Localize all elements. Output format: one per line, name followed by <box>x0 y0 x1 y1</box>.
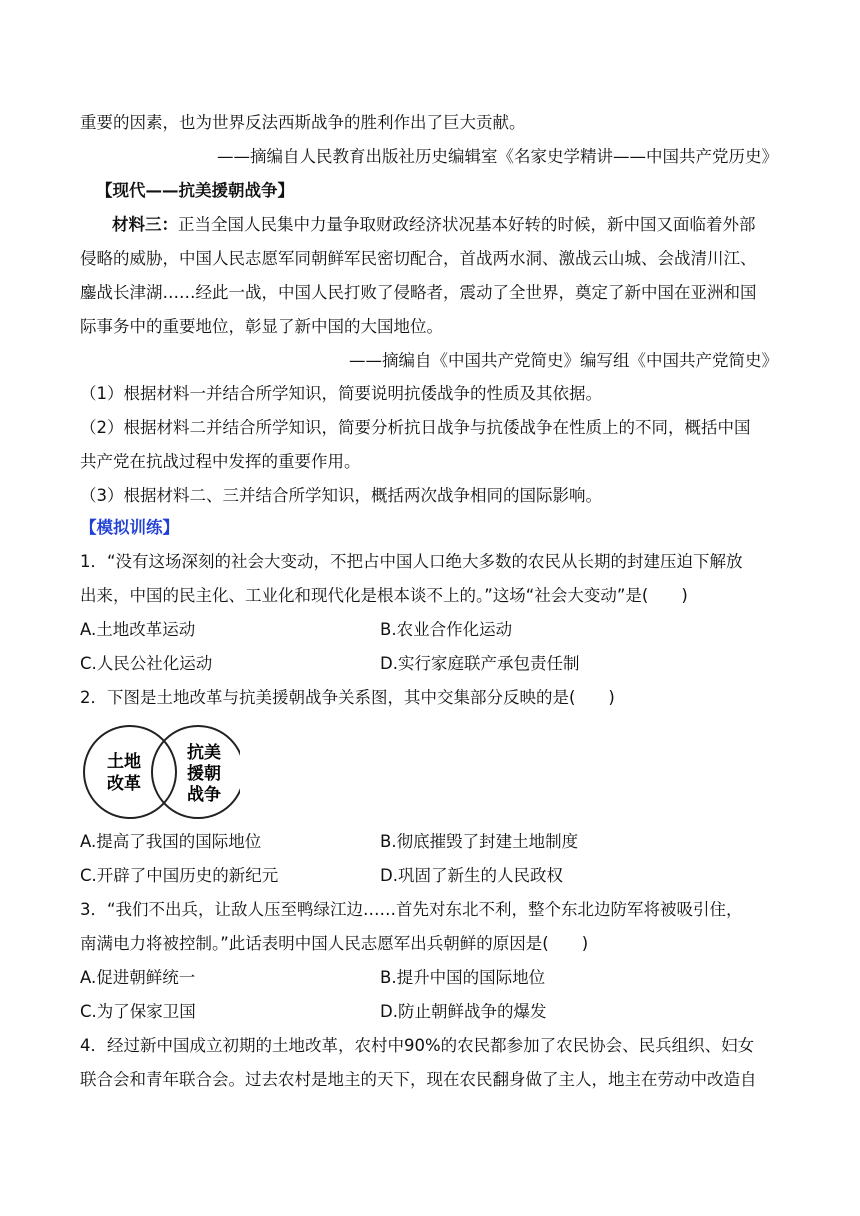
venn-right-line: 战争 <box>187 785 221 805</box>
option-a: A.土地改革运动 <box>80 620 196 639</box>
source-citation: ——摘编自人民教育出版社历史编辑室《名家史学精讲——中国共产党历史》 <box>217 147 778 166</box>
question-stem: 南满电力将被控制。”此话表明中国人民志愿军出兵朝鲜的原因是( ) <box>80 934 589 953</box>
material-three-line <box>112 214 756 236</box>
option-a: A.提高了我国的国际地位 <box>80 832 262 851</box>
question-stem: 出来，中国的民主化、工业化和现代化是根本谈不上的。”这场“社会大变动”是( ) <box>80 586 688 605</box>
material-text: 正当全国人民集中力量争取财政经济状况基本好转的时候，新中国又面临着外部 <box>178 215 756 234</box>
option-c: C.为了保家卫国 <box>80 1002 196 1021</box>
option-b: B.彻底摧毁了封建土地制度 <box>380 832 579 851</box>
section-title-simulation: 【模拟训练】 <box>80 518 179 537</box>
option-c: C.开辟了中国历史的新纪元 <box>80 866 279 885</box>
text-line: 侵略的威胁，中国人民志愿军同朝鲜军民密切配合，首战两水洞、激战云山城、会战清川江、 <box>80 249 757 268</box>
source-citation: ——摘编自《中国共产党简史》编写组《中国共产党简史》 <box>349 351 778 370</box>
question-3-prompt: （3）根据材料二、三并结合所学知识，概括两次战争相同的国际影响。 <box>80 486 602 505</box>
venn-circle-left <box>84 726 176 818</box>
option-d: D.巩固了新生的人民政权 <box>380 866 563 885</box>
question-stem: 3．“我们不出兵，让敌人压至鸭绿江边……首先对东北不利，整个东北边防军将被吸引住， <box>80 900 743 919</box>
question-2-prompt: （2）根据材料二并结合所学知识，简要分析抗日战争与抗倭战争在性质上的不同，概括中国 <box>80 418 751 437</box>
text-line: 际事务中的重要地位，彰显了新中国的大国地位。 <box>80 317 443 336</box>
venn-left-line: 改革 <box>107 774 141 794</box>
option-d: D.防止朝鲜战争的爆发 <box>380 1002 547 1021</box>
venn-left-line: 土地 <box>107 752 141 772</box>
section-heading: 【现代——抗美援朝战争】 <box>96 181 294 200</box>
option-c: C.人民公社化运动 <box>80 654 213 673</box>
option-b: B.提升中国的国际地位 <box>380 968 546 987</box>
question-stem: 4．经过新中国成立初期的土地改革，农村中90%的农民都参加了农民协会、民兵组织、妇女 <box>80 1036 755 1055</box>
venn-right-line: 抗美 <box>187 743 221 763</box>
question-stem: 2．下图是土地改革与抗美援朝战争关系图，其中交集部分反映的是( ) <box>80 688 615 707</box>
question-2-prompt: 共产党在抗战过程中发挥的重要作用。 <box>80 452 361 471</box>
question-stem: 联合会和青年联合会。过去农村是地主的天下，现在农民翻身做了主人，地主在劳动中改造自 <box>80 1070 757 1089</box>
question-1-prompt: （1）根据材料一并结合所学知识，简要说明抗倭战争的性质及其依据。 <box>80 384 602 403</box>
venn-right-line: 援朝 <box>187 764 221 784</box>
material-label: 材料三： <box>112 215 178 234</box>
venn-diagram <box>80 722 240 822</box>
text-line: 鏖战长津湖……经此一战，中国人民打败了侵略者，震动了全世界，奠定了新中国在亚洲和国 <box>80 283 757 302</box>
option-b: B.农业合作化运动 <box>380 620 513 639</box>
option-d: D.实行家庭联产承包责任制 <box>380 654 580 673</box>
text-line: 重要的因素，也为世界反法西斯战争的胜利作出了巨大贡献。 <box>80 113 526 132</box>
question-stem: 1．“没有这场深刻的社会大变动，不把占中国人口绝大多数的农民从长期的封建压迫下解放 <box>80 552 743 571</box>
option-a: A.促进朝鲜统一 <box>80 968 196 987</box>
